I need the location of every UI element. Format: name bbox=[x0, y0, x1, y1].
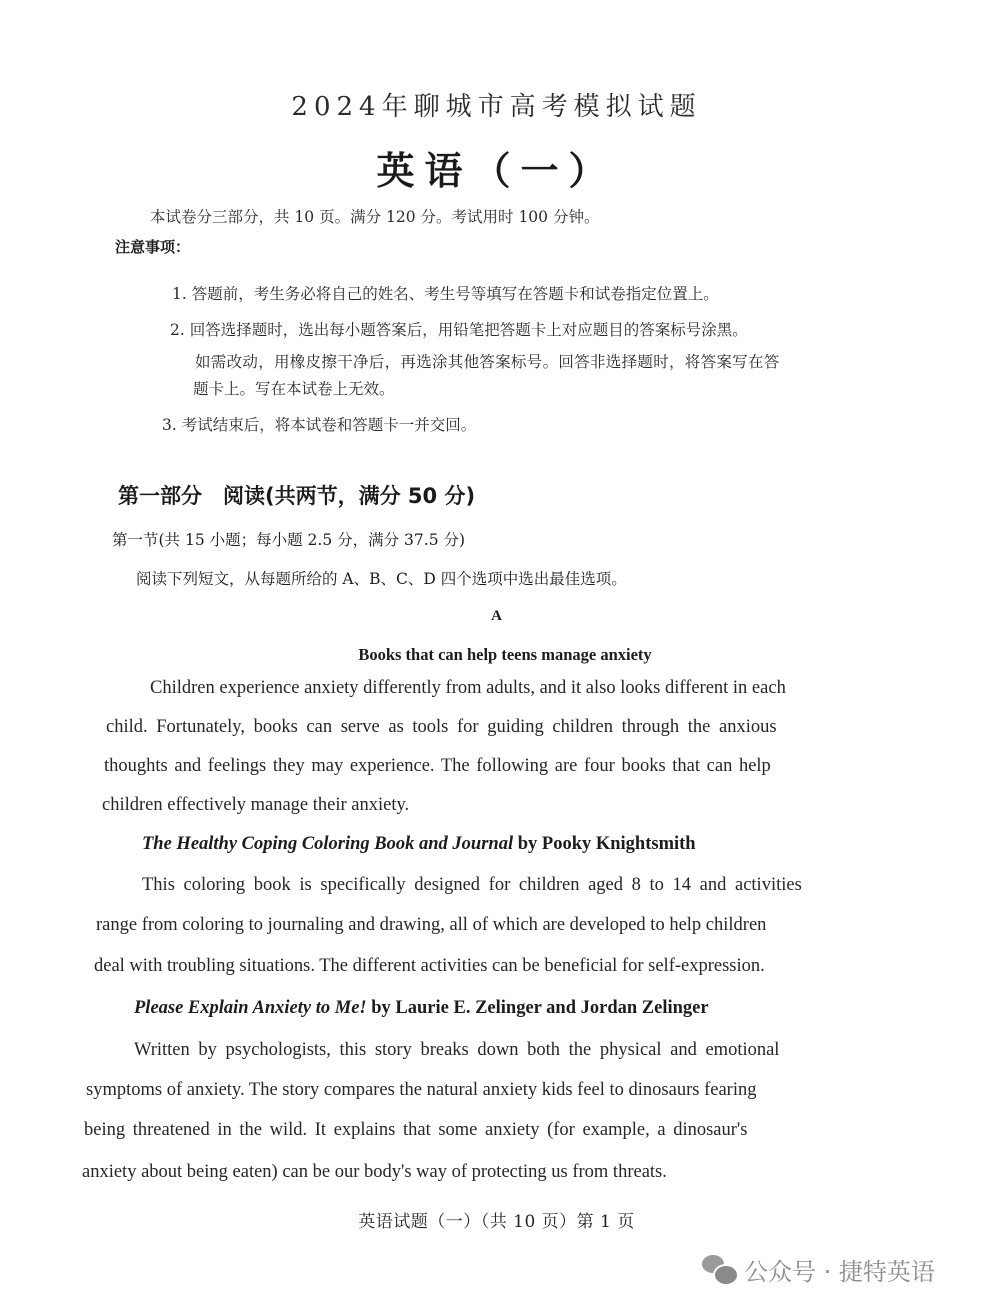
page-footer: 英语试题（一）（共 10 页）第 1 页 bbox=[358, 1212, 635, 1232]
book-1-line-1: This coloring book is specifically designed for children aged 8 to 14 and activities bbox=[142, 875, 802, 895]
watermark bbox=[702, 1252, 935, 1287]
section-heading: 第一节(共 15 小题；每小题 2.5 分，满分 37.5 分) bbox=[112, 531, 466, 549]
book-1-line-2: range from coloring to journaling and drawing, all of which are developed to help children bbox=[96, 915, 767, 935]
watermark-text: 公众号 · 捷特英语 bbox=[744, 1258, 935, 1286]
notice-item-2: 2. 回答选择题时，选出每小题答案后，用铅笔把答题卡上对应题目的答案标号涂黑。 bbox=[170, 321, 748, 339]
book-2-line-3: being threatened in the wild. It explains that some anxiety (for example, a dinosaur's bbox=[84, 1120, 748, 1140]
book-2-author: by Laurie E. Zelinger and Jordan Zelinger bbox=[366, 998, 709, 1018]
book-2-heading bbox=[134, 998, 709, 1019]
section-instruction: 阅读下列短文，从每题所给的 A、B、C、D 四个选项中选出最佳选项。 bbox=[136, 570, 627, 588]
notice-item-3: 3. 考试结束后，将本试卷和答题卡一并交回。 bbox=[162, 416, 477, 434]
book-1-line-3: deal with troubling situations. The different activities can be beneficial for self-expression. bbox=[94, 956, 765, 976]
notice-heading: 注意事项： bbox=[115, 238, 191, 256]
intro-line-4: children effectively manage their anxiety. bbox=[102, 795, 410, 815]
exam-intro: 本试卷分三部分，共 10 页。满分 120 分。考试用时 100 分钟。 bbox=[150, 208, 600, 226]
notice-item-2-cont: 如需改动，用橡皮擦干净后，再选涂其他答案标号。回答非选择题时，将答案写在答 bbox=[195, 353, 780, 371]
intro-line-1: Children experience anxiety differently from adults, and it also looks different in each bbox=[150, 678, 786, 698]
passage-title: Books that can help teens manage anxiety bbox=[358, 645, 652, 664]
notice-item-2-cont2: 题卡上。写在本试卷上无效。 bbox=[193, 380, 395, 398]
intro-line-2: child. Fortunately, books can serve as tools for guiding children through the anxious bbox=[106, 717, 777, 737]
book-2-line-4: anxiety about being eaten) can be our body's way of protecting us from threats. bbox=[82, 1162, 667, 1182]
book-1-title: The Healthy Coping Coloring Book and Journal bbox=[142, 834, 514, 854]
book-1-heading bbox=[142, 834, 696, 855]
subject-title: 英语（一） bbox=[376, 149, 617, 193]
passage-label: A bbox=[491, 608, 502, 624]
intro-line-3: thoughts and feelings they may experience. The following are four books that can help bbox=[104, 756, 771, 776]
wechat-icon bbox=[702, 1255, 736, 1285]
book-2-line-1: Written by psychologists, this story breaks down both the physical and emotional bbox=[134, 1040, 780, 1060]
book-2-title: Please Explain Anxiety to Me! bbox=[134, 998, 367, 1018]
book-1-author: by Pooky Knightsmith bbox=[513, 834, 696, 854]
exam-title: 2024年聊城市高考模拟试题 bbox=[291, 92, 702, 122]
part-heading: 第一部分 阅读(共两节，满分 50 分) bbox=[118, 484, 476, 508]
book-2-line-2: symptoms of anxiety. The story compares the natural anxiety kids feel to dinosaurs fearing bbox=[86, 1080, 757, 1100]
notice-item-1: 1. 答题前，考生务必将自己的姓名、考生号等填写在答题卡和试卷指定位置上。 bbox=[172, 285, 719, 303]
